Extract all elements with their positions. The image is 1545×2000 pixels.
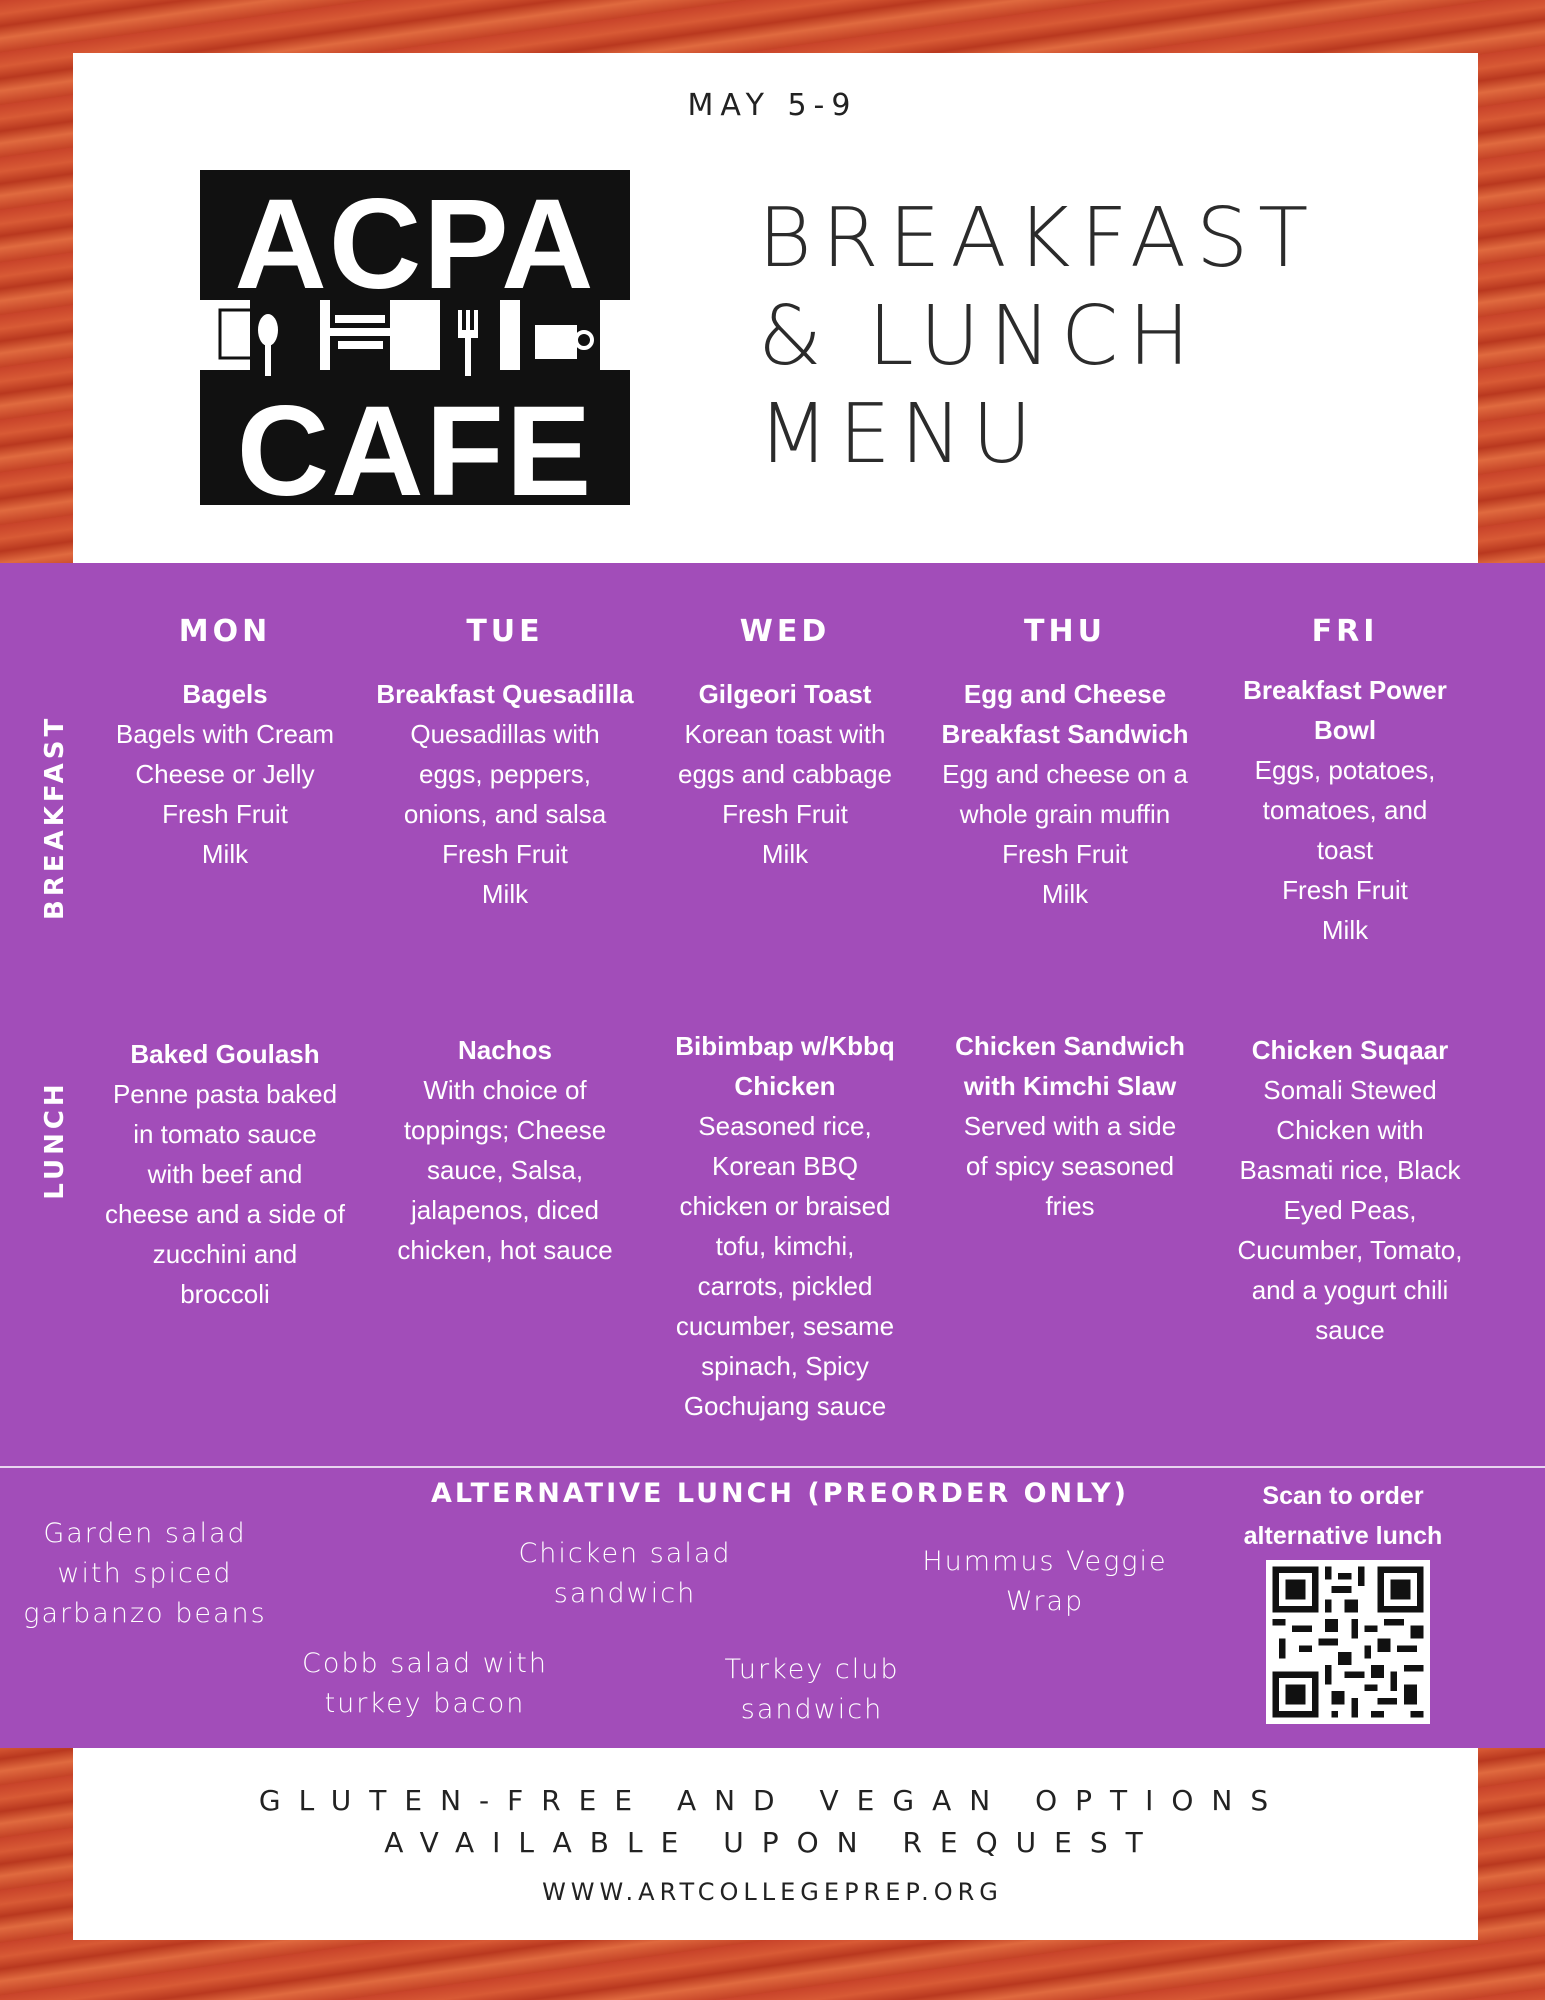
dish-desc: with beef and — [147, 1159, 303, 1189]
dish-desc: Milk — [201, 839, 249, 869]
lunch-tue — [370, 1030, 640, 1270]
day-header-fri: FRI — [1311, 614, 1379, 649]
dish-desc: Chicken with — [1276, 1115, 1424, 1145]
alt-item-line: Hummus Veggie — [922, 1546, 1168, 1577]
dish-desc: Egg and cheese on a — [942, 759, 1188, 789]
breakfast-fri — [1210, 670, 1480, 950]
alt-item-line: turkey bacon — [324, 1688, 526, 1719]
dish-name: Breakfast Power — [1243, 675, 1447, 705]
dish-name: Breakfast Sandwich — [941, 719, 1189, 749]
alt-item-line: garbanzo beans — [23, 1598, 267, 1629]
dish-desc: Cheese or Jelly — [135, 759, 315, 789]
dish-desc: toppings; Cheese — [403, 1115, 607, 1145]
alt-item-line: Chicken salad — [518, 1538, 732, 1569]
dish-desc: in tomato sauce — [133, 1119, 317, 1149]
dish-desc: sauce — [1315, 1315, 1385, 1345]
acpa-cafe-logo — [200, 170, 630, 505]
dish-desc: Bagels with Cream — [115, 719, 335, 749]
dish-desc: tomatoes, and — [1262, 795, 1428, 825]
day-header-tue: TUE — [466, 614, 544, 649]
dish-name: Baked Goulash — [130, 1039, 320, 1069]
scan-line: Scan to order — [1262, 1482, 1424, 1510]
dish-desc: eggs and cabbage — [678, 759, 892, 789]
alt-item-line: Wrap — [1005, 1586, 1085, 1617]
title-line: MENU — [758, 387, 1042, 482]
lunch-thu — [935, 1026, 1205, 1226]
dish-desc: Korean toast with — [684, 719, 886, 749]
dish-desc: chicken or braised — [679, 1191, 891, 1221]
day-header-wed: WED — [739, 614, 831, 649]
dish-desc: of spicy seasoned — [965, 1151, 1175, 1181]
dish-desc: Milk — [1321, 915, 1369, 945]
dish-desc: sauce, Salsa, — [426, 1155, 584, 1185]
dish-desc: Basmati rice, Black — [1239, 1155, 1461, 1185]
menu-date: MAY 5-9 — [687, 88, 858, 123]
dish-desc: Cucumber, Tomato, — [1237, 1235, 1463, 1265]
alt-item-garden-salad — [15, 1514, 275, 1634]
alt-item-line: Turkey club — [724, 1654, 900, 1685]
dish-name: Chicken Sandwich — [955, 1031, 1185, 1061]
alt-item-cobb-salad — [295, 1644, 555, 1724]
lunch-mon — [90, 1034, 360, 1314]
note-line: AVAILABLE UPON REQUEST — [384, 1826, 1161, 1859]
alt-item-line: with spiced — [57, 1558, 233, 1589]
dish-name: Gilgeori Toast — [698, 679, 872, 709]
breakfast-thu — [930, 674, 1200, 914]
alt-item-line: sandwich — [553, 1578, 697, 1609]
dish-desc: eggs, peppers, — [418, 759, 591, 789]
dish-desc: fries — [1045, 1191, 1095, 1221]
scan-to-order-text — [1218, 1476, 1468, 1556]
dish-desc: Penne pasta baked — [112, 1079, 338, 1109]
dish-desc: Milk — [761, 839, 809, 869]
dish-desc: Seasoned rice, — [698, 1111, 872, 1141]
qr-code[interactable] — [1266, 1560, 1430, 1724]
alt-item-chicken-salad — [495, 1534, 755, 1614]
dish-desc: jalapenos, diced — [411, 1195, 599, 1225]
dish-name: Bibimbap w/Kbbq — [675, 1031, 895, 1061]
dish-desc: Eyed Peas, — [1283, 1195, 1417, 1225]
day-header-mon: MON — [178, 614, 272, 649]
breakfast-mon — [90, 674, 360, 874]
logo-top-text: ACPA — [234, 173, 596, 316]
dish-desc: Somali Stewed — [1263, 1075, 1437, 1105]
dish-name: Nachos — [458, 1035, 552, 1065]
dish-desc: Gochujang sauce — [683, 1391, 887, 1421]
dish-desc: chicken, hot sauce — [397, 1235, 613, 1265]
dish-desc: tofu, kimchi, — [715, 1231, 855, 1261]
dish-desc: Fresh Fruit — [1282, 875, 1408, 905]
dish-name: Bagels — [182, 679, 268, 709]
lunch-wed — [650, 1026, 920, 1426]
dish-desc: Fresh Fruit — [722, 799, 848, 829]
dish-desc: cucumber, sesame — [675, 1311, 895, 1341]
website-url[interactable]: WWW.ARTCOLLEGEPREP.ORG — [542, 1878, 1003, 1906]
dish-desc: Fresh Fruit — [162, 799, 288, 829]
dish-desc: cheese and a side of — [105, 1199, 345, 1229]
dish-desc: Korean BBQ — [712, 1151, 858, 1181]
dish-desc: onions, and salsa — [403, 799, 607, 829]
dish-desc: Milk — [481, 879, 529, 909]
breakfast-wed — [650, 674, 920, 874]
dish-desc: zucchini and — [152, 1239, 298, 1269]
dish-desc: Fresh Fruit — [442, 839, 568, 869]
dish-desc: toast — [1316, 835, 1374, 865]
dish-desc: Quesadillas with — [410, 719, 600, 749]
section-divider — [0, 1466, 1545, 1468]
alt-item-hummus-wrap — [915, 1542, 1175, 1622]
dish-desc: Fresh Fruit — [1002, 839, 1128, 869]
dish-name: Bowl — [1313, 715, 1377, 745]
lunch-side-label: LUNCH — [40, 1080, 70, 1200]
title-line: & LUNCH — [758, 289, 1200, 384]
alternative-lunch-heading: ALTERNATIVE LUNCH (PREORDER ONLY) — [430, 1478, 1130, 1509]
dish-desc: carrots, pickled — [697, 1271, 873, 1301]
dish-name: Egg and Cheese — [963, 679, 1167, 709]
logo-bottom-text: CAFE — [236, 380, 594, 505]
dietary-options-note — [0, 1780, 1545, 1864]
dish-name: Breakfast Quesadilla — [376, 679, 634, 709]
dish-desc: Eggs, potatoes, — [1254, 755, 1436, 785]
dish-desc: spinach, Spicy — [701, 1351, 869, 1381]
dish-desc: and a yogurt chili — [1251, 1275, 1449, 1305]
breakfast-tue — [370, 674, 640, 914]
dish-name: Chicken — [734, 1071, 836, 1101]
scan-line: alternative lunch — [1243, 1522, 1443, 1550]
day-header-thu: THU — [1024, 614, 1106, 649]
dish-desc: broccoli — [180, 1279, 270, 1309]
dish-name: with Kimchi Slaw — [963, 1071, 1177, 1101]
menu-title — [758, 190, 1358, 484]
dish-desc: Milk — [1041, 879, 1089, 909]
lunch-fri — [1215, 1030, 1485, 1350]
dish-name: Chicken Suqaar — [1251, 1035, 1449, 1065]
breakfast-side-label: BREAKFAST — [40, 714, 70, 920]
dish-desc: Served with a side — [963, 1111, 1177, 1141]
dish-desc: whole grain muffin — [959, 799, 1171, 829]
alt-item-line: Garden salad — [43, 1518, 247, 1549]
alt-item-line: Cobb salad with — [302, 1648, 548, 1679]
title-line: BREAKFAST — [758, 191, 1319, 286]
alt-item-turkey-club — [682, 1650, 942, 1730]
alt-item-line: sandwich — [740, 1694, 884, 1725]
dish-desc: With choice of — [423, 1075, 587, 1105]
note-line: GLUTEN-FREE AND VEGAN OPTIONS — [258, 1784, 1287, 1817]
